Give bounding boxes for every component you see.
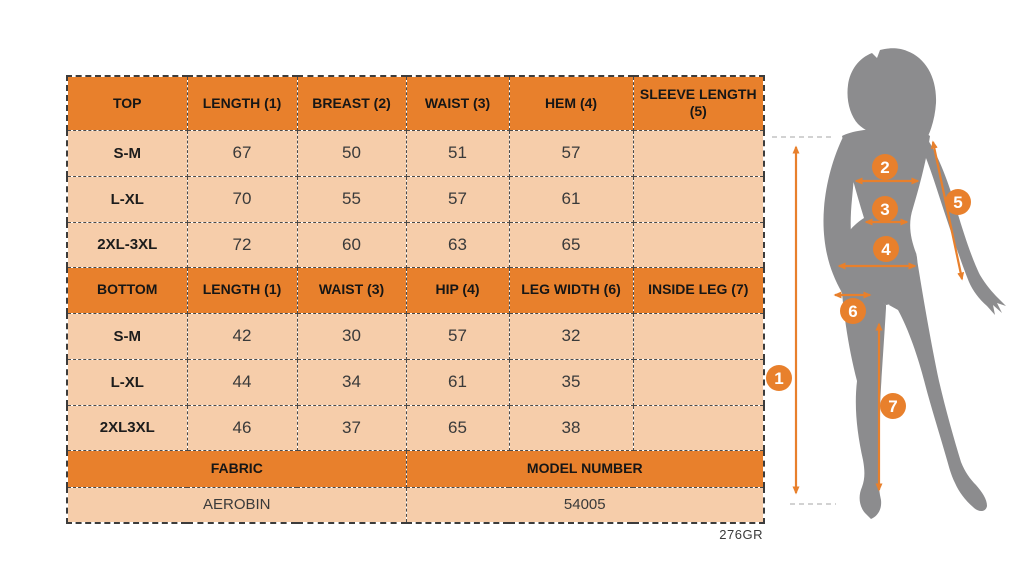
marker-number: 1 (774, 369, 784, 388)
table-cell: 37 (297, 405, 406, 450)
measure-marker-3 (872, 196, 898, 222)
table-cell: 46 (187, 405, 297, 450)
table-cell: 57 (406, 313, 509, 359)
table-cell: 63 (406, 222, 509, 267)
column-header: HIP (4) (406, 267, 509, 313)
column-header: LENGTH (1) (187, 267, 297, 313)
table-cell: 61 (406, 359, 509, 405)
table-cell: 55 (297, 176, 406, 222)
measure-marker-4 (873, 236, 899, 262)
table-row (67, 222, 764, 267)
table-row (67, 359, 764, 405)
table-cell (633, 405, 764, 450)
table-cell: 60 (297, 222, 406, 267)
table-cell (633, 130, 764, 176)
column-header: INSIDE LEG (7) (633, 267, 764, 313)
table-cell: 57 (509, 130, 633, 176)
silhouette-right-leg (889, 253, 987, 511)
figure-svg (760, 15, 1024, 571)
measure-marker-1 (766, 365, 792, 391)
reference-code: 276GR (719, 527, 763, 542)
footer-header-row (67, 450, 764, 487)
measure-marker-7 (880, 393, 906, 419)
bottom-section-title: BOTTOM (67, 267, 187, 313)
table-cell (633, 313, 764, 359)
table-cell (633, 176, 764, 222)
column-header: WAIST (3) (406, 76, 509, 130)
size-label: L-XL (67, 359, 187, 405)
marker-number: 5 (953, 193, 963, 212)
table-cell: 44 (187, 359, 297, 405)
model-number-value: 54005 (406, 487, 764, 523)
table-cell: 67 (187, 130, 297, 176)
table-cell: 30 (297, 313, 406, 359)
top-section-title: TOP (67, 76, 187, 130)
table-cell: 38 (509, 405, 633, 450)
table-cell (633, 359, 764, 405)
size-label: L-XL (67, 176, 187, 222)
table-row (67, 130, 764, 176)
marker-number: 2 (880, 158, 890, 177)
table-row (67, 405, 764, 450)
column-header: HEM (4) (509, 76, 633, 130)
column-header: BREAST (2) (297, 76, 406, 130)
fabric-header: FABRIC (67, 450, 406, 487)
table-cell: 61 (509, 176, 633, 222)
table-cell: 72 (187, 222, 297, 267)
woman-silhouette (823, 48, 1006, 519)
marker-number: 4 (881, 240, 891, 259)
column-header: SLEEVE LENGTH (5) (633, 76, 764, 130)
column-header: LEG WIDTH (6) (509, 267, 633, 313)
table-cell (633, 222, 764, 267)
table-cell: 32 (509, 313, 633, 359)
bottom-header-row (67, 267, 764, 313)
table-row (67, 313, 764, 359)
table-cell: 34 (297, 359, 406, 405)
measurement-figure (760, 15, 1024, 571)
table-cell: 35 (509, 359, 633, 405)
column-header: LENGTH (1) (187, 76, 297, 130)
size-chart-table (66, 75, 765, 524)
silhouette-right-arm (921, 137, 1006, 315)
table-cell: 50 (297, 130, 406, 176)
table-row (67, 176, 764, 222)
footer-value-row (67, 487, 764, 523)
marker-number: 3 (880, 200, 890, 219)
table-cell: 70 (187, 176, 297, 222)
measure-marker-5 (945, 189, 971, 215)
table-cell: 42 (187, 313, 297, 359)
measure-marker-2 (872, 154, 898, 180)
measure-marker-6 (840, 298, 866, 324)
top-header-row (67, 76, 764, 130)
marker-number: 7 (888, 397, 898, 416)
fabric-value: AEROBIN (67, 487, 406, 523)
table-cell: 57 (406, 176, 509, 222)
size-label: 2XL-3XL (67, 222, 187, 267)
table-cell: 65 (509, 222, 633, 267)
size-label: S-M (67, 313, 187, 359)
size-label: S-M (67, 130, 187, 176)
table-cell: 51 (406, 130, 509, 176)
size-label: 2XL3XL (67, 405, 187, 450)
column-header: WAIST (3) (297, 267, 406, 313)
marker-number: 6 (848, 302, 858, 321)
table-cell: 65 (406, 405, 509, 450)
model-number-header: MODEL NUMBER (406, 450, 764, 487)
